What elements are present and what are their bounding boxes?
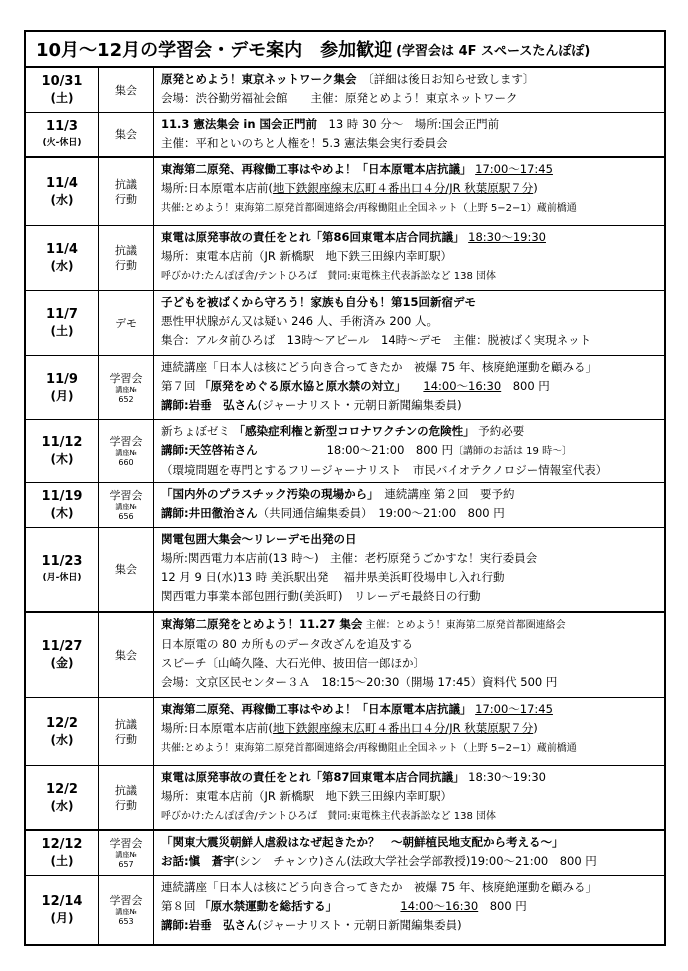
detail-line — [161, 266, 658, 286]
event-details — [154, 876, 664, 944]
event-weekday: (水) — [50, 798, 74, 813]
detail-text: 講師:岩垂 弘さん — [161, 398, 258, 412]
event-weekday: (水) — [50, 192, 74, 207]
event-type-cell — [99, 698, 154, 765]
detail-line — [161, 198, 658, 218]
event-row — [26, 876, 664, 944]
detail-line — [161, 134, 658, 153]
detail-text: 「原発をめぐる原水協と原水禁の対立」 — [199, 379, 401, 393]
detail-text: 東電は原発事故の責任をとれ「第86回東電本店合同抗議」 — [161, 230, 465, 244]
event-weekday: (木) — [50, 506, 74, 520]
detail-text: 14:00～16:30 — [423, 379, 502, 393]
page-title — [26, 32, 664, 68]
detail-text: 〔詳細は後日お知らせ致します〕 — [356, 72, 535, 86]
detail-text: 東海第二原発をとめよう！11.27 集会 — [161, 617, 363, 631]
detail-text: 14:00～16:30 — [400, 899, 479, 913]
detail-line — [161, 331, 658, 350]
schedule-sheet — [24, 30, 666, 946]
event-date-cell — [26, 113, 99, 156]
detail-text: 東電は原発事故の責任をとれ「第87回東電本店合同抗議」 — [161, 770, 465, 784]
detail-text: ) — [533, 181, 538, 195]
detail-text: 13 時 30 分～ 場所:国会正門前 — [317, 117, 500, 131]
title-subtitle: (学習会は 4F スペースたんぽぽ) — [396, 43, 591, 59]
event-type-label: 行動 — [115, 192, 137, 206]
event-type-cell — [99, 483, 154, 527]
detail-line — [161, 635, 658, 654]
detail-text: 東海第二原発、再稼働工事はやめよ！「日本原電本店抗議」 — [161, 162, 472, 176]
event-row — [26, 528, 664, 613]
detail-text: 新ちょぼゼミ — [161, 424, 234, 438]
event-date-cell — [26, 613, 99, 697]
detail-line — [161, 568, 658, 587]
event-row — [26, 68, 664, 113]
detail-line — [161, 587, 658, 606]
event-date-cell — [26, 68, 99, 112]
lecture-number: 660 — [118, 458, 134, 467]
event-type-cell — [99, 356, 154, 419]
detail-text: 〔講師のお話は 19 時～〕 — [453, 446, 573, 457]
detail-line — [161, 700, 658, 719]
detail-line — [161, 179, 658, 198]
detail-line — [161, 228, 658, 247]
detail-text: 呼びかけ:たんぽぽ舎/テントひろば 賛同:東電株主代表訴訟など 138 団体 — [161, 811, 497, 822]
detail-text: 17:00～17:45 — [475, 702, 553, 716]
event-date-cell — [26, 420, 99, 482]
event-type-label: 学習会 — [109, 894, 143, 907]
event-type-cell — [99, 68, 154, 112]
event-date-cell — [26, 158, 99, 225]
detail-text: (シン チャンウ)さん(法政大学社会学部教授)19:00～21:00 800 円 — [234, 854, 597, 868]
event-type-label: 行動 — [115, 732, 137, 746]
detail-line — [161, 441, 658, 461]
detail-text: 呼びかけ:たんぽぽ舎/テントひろば 賛同:東電株主代表訴訟など 138 団体 — [161, 271, 497, 282]
event-type-cell — [99, 831, 154, 875]
event-type-label: 学習会 — [109, 489, 143, 502]
detail-text: ) — [533, 721, 538, 735]
lecture-number: 657 — [118, 860, 134, 869]
detail-line — [161, 396, 658, 415]
event-type-cell — [99, 528, 154, 611]
event-date: 11/3 — [46, 118, 78, 134]
detail-text: 関西電力事業本部包囲行動(美浜町) リレーデモ最終日の行動 — [161, 589, 481, 603]
detail-line — [161, 878, 658, 897]
detail-line — [161, 377, 658, 396]
event-type-cell — [99, 766, 154, 829]
event-type-label: デモ — [115, 316, 137, 330]
event-type-cell — [99, 613, 154, 697]
event-row — [26, 698, 664, 766]
event-date: 12/2 — [46, 781, 78, 797]
event-details — [154, 356, 664, 419]
event-details — [154, 158, 664, 225]
detail-line — [161, 787, 658, 806]
event-type-label: 行動 — [115, 259, 137, 272]
detail-line — [161, 916, 658, 935]
event-date: 11/4 — [46, 175, 78, 191]
lecture-no-label: 講座№ — [115, 908, 137, 916]
detail-line — [161, 70, 658, 89]
detail-text: 主催：平和といのちと人権を！5.3 憲法集会実行委員会 — [161, 136, 448, 150]
detail-text: 悪性甲状腺がん又は疑い 246 人、手術済み 200 人。 — [161, 314, 439, 328]
detail-text: 講師:井田徹治さん — [161, 506, 258, 520]
event-details — [154, 68, 664, 112]
detail-line — [161, 293, 658, 312]
detail-text: 地下鉄銀座線末広町４番出口４分/JR 秋葉原駅７分 — [272, 181, 534, 195]
event-type-label: 抗議 — [115, 177, 137, 191]
event-date: 12/14 — [41, 894, 83, 909]
event-weekday: (水) — [50, 732, 74, 747]
event-date: 11/19 — [41, 489, 83, 504]
event-row — [26, 226, 664, 291]
lecture-number: 656 — [118, 512, 134, 521]
detail-text: 場所:関西電力本店前(13 時～) 主催：老朽原発うごかすな！実行委員会 — [161, 551, 538, 565]
detail-text: 「原水禁運動を総括する」 — [199, 899, 332, 913]
lecture-number: 652 — [118, 394, 134, 404]
event-weekday: (火-休日) — [42, 137, 82, 148]
detail-text: 場所:日本原電本店前( — [161, 181, 273, 195]
event-date: 11/7 — [46, 307, 78, 322]
event-weekday: (木) — [50, 452, 74, 466]
detail-text: スピーチ〔山崎久隆、大石光伸、披田信一郎ほか〕 — [161, 656, 426, 670]
event-date: 11/12 — [41, 435, 83, 450]
detail-text: 関電包囲大集会～リレーデモ出発の日 — [161, 532, 357, 546]
detail-text: 地下鉄銀座線末広町４番出口４分/JR 秋葉原駅７分 — [272, 721, 534, 735]
detail-text: 集合：アルタ前ひろば 13時～アピール 14時～デモ 主催：脱被ばく実現ネット — [161, 333, 592, 347]
event-row — [26, 420, 664, 483]
event-row — [26, 831, 664, 876]
event-weekday: (土) — [50, 324, 74, 338]
detail-text: 共催:とめよう！東海第二原発首都圏連絡会/再稼働阻止全国ネット（上野 5−2−1）蔵前橋通 — [161, 203, 577, 214]
detail-text: 第８回 — [161, 899, 200, 913]
event-table — [26, 68, 664, 944]
event-details — [154, 831, 664, 875]
detail-text: 講師:岩垂 弘さん — [161, 918, 258, 932]
detail-text: 場所:日本原電本店前( — [161, 721, 273, 735]
detail-line — [161, 768, 658, 787]
detail-text: (ジャーナリスト・元朝日新聞編集委員) — [257, 918, 462, 932]
detail-line — [161, 247, 658, 266]
event-row — [26, 613, 664, 698]
detail-text: 第７回 — [161, 379, 200, 393]
detail-line — [161, 897, 658, 916]
lecture-no-label: 講座№ — [115, 385, 137, 394]
title-main: 10月～12月の学習会・デモ案内 参加歓迎 — [36, 40, 393, 61]
lecture-number: 653 — [118, 917, 134, 926]
detail-text: 17:00～17:45 — [475, 162, 553, 176]
lecture-no-label: 講座№ — [115, 449, 137, 457]
detail-line — [161, 615, 658, 635]
detail-text: 場所：東電本店前（JR 新橋駅 地下鉄三田線内幸町駅） — [161, 249, 453, 263]
event-weekday: (月) — [50, 388, 74, 403]
detail-text: （共同通信編集委員） 19:00～21:00 800 円 — [257, 506, 505, 520]
event-type-label: 行動 — [115, 798, 137, 812]
lecture-no-label: 講座№ — [115, 503, 137, 511]
event-type-label: 抗議 — [115, 783, 137, 797]
detail-line — [161, 673, 658, 692]
detail-line — [161, 504, 658, 523]
event-type-label: 学習会 — [109, 371, 143, 385]
event-type-label: 学習会 — [109, 837, 143, 850]
event-type-cell — [99, 291, 154, 355]
event-row — [26, 113, 664, 158]
event-date: 10/31 — [41, 74, 83, 89]
event-date-cell — [26, 226, 99, 290]
detail-line — [161, 719, 658, 738]
event-type-label: 集会 — [115, 128, 137, 141]
detail-text: 原発とめよう！東京ネットワーク集会 — [161, 72, 357, 86]
detail-text: 子どもを被ばくから守ろう！家族も自分も！第15回新宿デモ — [161, 295, 477, 309]
event-date-cell — [26, 291, 99, 355]
detail-text: 主催：とめよう！東海第二原発首都圏連絡会 — [362, 620, 566, 631]
event-row — [26, 483, 664, 528]
detail-line — [161, 461, 658, 480]
event-date-cell — [26, 698, 99, 765]
event-weekday: (金) — [50, 656, 74, 670]
event-date: 12/2 — [46, 715, 78, 731]
detail-text: 会場：文京区民センター３Ａ 18:15～20:30（開場 17:45）資料代 500 円 — [161, 675, 558, 689]
event-row — [26, 356, 664, 420]
detail-text: 連続講座「日本人は核にどう向き合ってきたか 被爆 75 年、核廃絶運動を顧みる」 — [161, 360, 597, 374]
detail-text: 会場：渋谷勤労福祉会館 主催：原発とめよう！東京ネットワーク — [161, 91, 518, 105]
detail-line — [161, 89, 658, 108]
detail-text: 東海第二原発、再稼働工事はやめよ！「日本原電本店抗議」 — [161, 702, 472, 716]
event-weekday: (土) — [50, 854, 74, 868]
event-date: 11/23 — [41, 553, 83, 569]
event-date-cell — [26, 528, 99, 611]
detail-text: 共催:とめよう！東海第二原発首都圏連絡会/再稼働阻止全国ネット（上野 5−2−1）蔵前橋通 — [161, 743, 577, 754]
detail-text: 場所：東電本店前（JR 新橋駅 地下鉄三田線内幸町駅） — [161, 789, 453, 803]
event-weekday: (月) — [50, 911, 74, 925]
event-type-label: 集会 — [115, 648, 137, 662]
detail-line — [161, 160, 658, 179]
event-details — [154, 528, 664, 611]
event-date-cell — [26, 483, 99, 527]
detail-line — [161, 422, 658, 441]
detail-text: 11.3 憲法集会 in 国会正門前 — [161, 117, 318, 131]
event-details — [154, 291, 664, 355]
detail-text — [400, 379, 423, 393]
event-type-label: 抗議 — [115, 717, 137, 731]
event-row — [26, 291, 664, 356]
detail-text: 18:00～21:00 800 円 — [257, 443, 453, 457]
detail-line — [161, 654, 658, 673]
event-weekday: (月-休日) — [42, 572, 82, 583]
event-type-cell — [99, 420, 154, 482]
event-details — [154, 698, 664, 765]
detail-text: (ジャーナリスト・元朝日新聞編集委員) — [257, 398, 462, 412]
event-date-cell — [26, 876, 99, 944]
event-date: 11/27 — [41, 639, 83, 654]
event-details — [154, 613, 664, 697]
event-weekday: (水) — [50, 259, 74, 273]
detail-text — [331, 899, 400, 913]
event-date: 12/12 — [41, 837, 83, 852]
event-date: 11/4 — [46, 242, 78, 257]
event-type-label: 学習会 — [109, 435, 143, 448]
detail-line — [161, 358, 658, 377]
detail-text: 18:30～19:30 — [464, 770, 546, 784]
detail-text: 連続講座 第２回 要予約 — [372, 487, 515, 501]
detail-text: 18:30～19:30 — [468, 230, 546, 244]
detail-text: 予約必要 — [474, 424, 525, 438]
detail-line — [161, 485, 658, 504]
detail-text: 連続講座「日本人は核にどう向き合ってきたか 被爆 75 年、核廃絶運動を顧みる」 — [161, 880, 597, 894]
detail-text: （環境問題を専門とするフリージャーナリスト 市民バイオテクノロジー情報室代表） — [161, 463, 608, 477]
detail-line — [161, 833, 658, 852]
event-details — [154, 766, 664, 829]
event-type-cell — [99, 113, 154, 156]
event-details — [154, 483, 664, 527]
event-type-label: 集会 — [115, 563, 137, 576]
event-type-label: 抗議 — [115, 244, 137, 257]
event-date-cell — [26, 356, 99, 419]
event-row — [26, 158, 664, 226]
detail-line — [161, 738, 658, 758]
event-row — [26, 766, 664, 831]
event-type-cell — [99, 226, 154, 290]
detail-text: 「感染症利権と新型コロナワクチンの危険性」 — [233, 424, 475, 438]
detail-line — [161, 806, 658, 826]
detail-line — [161, 530, 658, 549]
event-date: 11/9 — [46, 371, 78, 387]
detail-text: 日本原電の 80 カ所ものデータ改ざんを追及する — [161, 637, 413, 651]
detail-text: 800 円 — [501, 379, 550, 393]
lecture-no-label: 講座№ — [115, 851, 137, 859]
event-details — [154, 113, 664, 156]
detail-text: 「関東大震災朝鮮人虐殺はなぜ起きたか？ ～朝鮮植民地支配から考える～」 — [161, 835, 564, 849]
detail-line — [161, 312, 658, 331]
event-date-cell — [26, 766, 99, 829]
detail-text: 12 月 9 日(水)13 時 美浜駅出発 福井県美浜町役場申し入れ行動 — [161, 570, 505, 584]
event-type-cell — [99, 158, 154, 225]
event-date-cell — [26, 831, 99, 875]
event-details — [154, 420, 664, 482]
detail-line — [161, 549, 658, 568]
detail-line — [161, 115, 658, 134]
event-weekday: (土) — [50, 91, 74, 105]
detail-line — [161, 852, 658, 871]
detail-text: 800 円 — [478, 899, 527, 913]
detail-text: 「国内外のプラスチック汚染の現場から」 — [161, 487, 373, 501]
event-type-cell — [99, 876, 154, 944]
event-details — [154, 226, 664, 290]
detail-text: 講師:天笠啓祐さん — [161, 443, 258, 457]
event-type-label: 集会 — [115, 83, 137, 97]
detail-text: お話:愼 蒼宇 — [161, 854, 235, 868]
